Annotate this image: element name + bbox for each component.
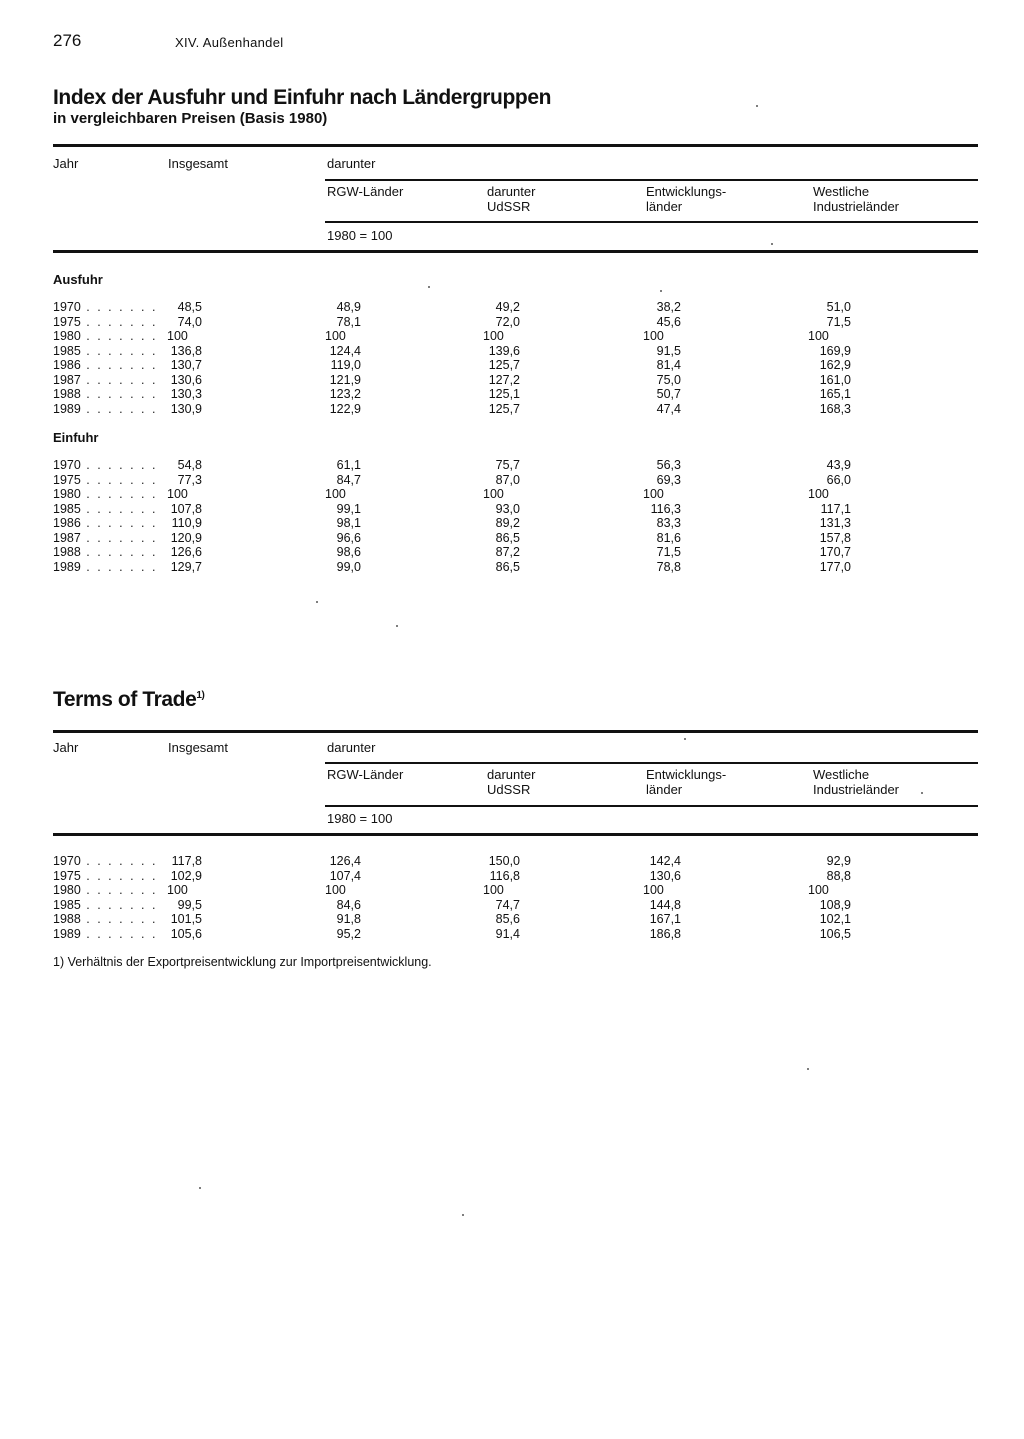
leader-dots: . . . . . . . — [80, 516, 158, 530]
rgw-cell: 121,9 — [329, 372, 361, 387]
scan-speck — [756, 105, 758, 107]
table2-title-text: Terms of Trade — [53, 688, 197, 711]
leader-dots: . . . . . . . — [80, 458, 158, 472]
udssr-cell: 87,0 — [495, 472, 520, 487]
table-row — [53, 329, 913, 344]
udssr-cell: 125,1 — [488, 387, 520, 401]
leader-dots: . . . . . . . — [80, 854, 158, 868]
udssr-cell: 100 — [483, 883, 504, 897]
insgesamt-cell: 99,5 — [177, 897, 202, 912]
table2-basis-label: 1980 = 100 — [327, 811, 393, 826]
entwicklung-cell: 56,3 — [656, 458, 681, 472]
entwicklung-cell: 130,6 — [649, 868, 681, 883]
leader-dots: . . . . . . . — [80, 343, 158, 358]
entwicklung-cell: 78,8 — [656, 559, 681, 574]
entwicklung-cell: 83,3 — [656, 516, 681, 530]
udssr-cell: 139,6 — [488, 343, 520, 358]
year-cell: 1987 — [53, 372, 81, 387]
scan-speck — [199, 1187, 201, 1189]
table1-ausfuhr-rows — [53, 300, 913, 416]
year-cell: 1989 — [53, 926, 81, 941]
table1-title: Index der Ausfuhr und Einfuhr nach Ländergruppen — [53, 86, 552, 109]
table2-header-insgesamt: Insgesamt — [168, 740, 228, 755]
entwicklung-cell: 45,6 — [656, 314, 681, 329]
westlich-cell: 162,9 — [819, 358, 851, 372]
section-label-einfuhr: Einfuhr — [53, 430, 99, 445]
leader-dots: . . . . . . . — [80, 401, 158, 416]
rgw-cell: 98,1 — [336, 516, 361, 530]
table2-header-westlich: Westliche Industrieländer — [813, 767, 899, 797]
year-cell: 1985 — [53, 501, 81, 516]
rgw-cell: 99,1 — [336, 501, 361, 516]
udssr-cell: 87,2 — [495, 545, 520, 559]
footnote-marker: 1) — [196, 690, 205, 701]
scan-speck — [428, 286, 430, 288]
table-row — [53, 854, 913, 869]
insgesamt-cell: 74,0 — [177, 314, 202, 329]
entwicklung-cell: 167,1 — [649, 912, 681, 926]
table-row — [53, 883, 913, 898]
udssr-cell: 72,0 — [495, 314, 520, 329]
table-row — [53, 560, 913, 575]
westlich-cell: 100 — [808, 329, 829, 343]
table-row — [53, 402, 913, 417]
leader-dots: . . . . . . . — [80, 926, 158, 941]
westlich-cell: 170,7 — [819, 545, 851, 559]
insgesamt-cell: 100 — [167, 487, 188, 501]
westlich-cell: 51,0 — [826, 300, 851, 314]
scan-speck — [396, 625, 398, 627]
udssr-cell: 49,2 — [495, 300, 520, 314]
entwicklung-cell: 100 — [643, 329, 664, 343]
rgw-cell: 126,4 — [329, 854, 361, 868]
insgesamt-cell: 102,9 — [170, 868, 202, 883]
westlich-cell: 100 — [808, 487, 829, 501]
year-cell: 1980 — [53, 487, 81, 501]
table1-header-rgw: RGW-Länder — [327, 184, 404, 199]
westlich-cell: 88,8 — [826, 868, 851, 883]
year-cell: 1985 — [53, 343, 81, 358]
udssr-cell: 86,5 — [495, 559, 520, 574]
entwicklung-cell: 38,2 — [656, 300, 681, 314]
udssr-cell: 125,7 — [488, 358, 520, 372]
footnote: 1) Verhältnis der Exportpreisentwicklung zur Importpreisentwicklung. — [53, 955, 432, 969]
insgesamt-cell: 130,3 — [170, 387, 202, 401]
table-row — [53, 473, 913, 488]
table2-basis-rule — [325, 805, 978, 807]
udssr-cell: 100 — [483, 487, 504, 501]
leader-dots: . . . . . . . — [80, 372, 158, 387]
insgesamt-cell: 130,7 — [170, 358, 202, 372]
table-row — [53, 300, 913, 315]
table1-header-bottom-rule — [53, 250, 978, 253]
rgw-cell: 84,6 — [336, 897, 361, 912]
rgw-cell: 48,9 — [336, 300, 361, 314]
table1-header-insgesamt: Insgesamt — [168, 156, 228, 171]
insgesamt-cell: 129,7 — [170, 559, 202, 574]
year-cell: 1986 — [53, 358, 81, 372]
udssr-cell: 75,7 — [495, 458, 520, 472]
rgw-cell: 98,6 — [336, 545, 361, 559]
leader-dots: . . . . . . . — [80, 868, 158, 883]
scan-speck — [807, 1068, 809, 1070]
entwicklung-cell: 71,5 — [656, 545, 681, 559]
year-cell: 1988 — [53, 545, 81, 559]
westlich-cell: 106,5 — [819, 926, 851, 941]
table2-header-rgw: RGW-Länder — [327, 767, 404, 782]
year-cell: 1985 — [53, 897, 81, 912]
westlich-cell: 131,3 — [819, 516, 851, 530]
westlich-cell: 108,9 — [819, 897, 851, 912]
table2-rows — [53, 854, 913, 941]
year-cell: 1970 — [53, 854, 81, 868]
year-cell: 1989 — [53, 401, 81, 416]
entwicklung-cell: 186,8 — [649, 926, 681, 941]
insgesamt-cell: 101,5 — [170, 912, 202, 926]
rgw-cell: 91,8 — [336, 912, 361, 926]
year-cell: 1970 — [53, 300, 81, 314]
leader-dots: . . . . . . . — [80, 387, 158, 401]
insgesamt-cell: 120,9 — [170, 530, 202, 545]
entwicklung-cell: 47,4 — [656, 401, 681, 416]
insgesamt-cell: 105,6 — [170, 926, 202, 941]
rgw-cell: 119,0 — [330, 358, 361, 372]
leader-dots: . . . . . . . — [80, 314, 158, 329]
leader-dots: . . . . . . . — [80, 300, 158, 314]
scan-speck — [462, 1214, 464, 1216]
udssr-cell: 91,4 — [495, 926, 520, 941]
westlich-cell: 71,5 — [826, 314, 851, 329]
rgw-cell: 78,1 — [336, 314, 361, 329]
rgw-cell: 100 — [325, 487, 346, 501]
rgw-cell: 99,0 — [336, 559, 361, 574]
entwicklung-cell: 100 — [643, 487, 664, 501]
rgw-cell: 123,2 — [329, 387, 361, 401]
rgw-cell: 124,4 — [329, 343, 361, 358]
table1-header-udssr: darunter UdSSR — [487, 184, 536, 214]
udssr-cell: 116,8 — [489, 868, 520, 883]
insgesamt-cell: 54,8 — [177, 458, 202, 472]
westlich-cell: 100 — [808, 883, 829, 897]
udssr-cell: 93,0 — [495, 501, 520, 516]
table-row — [53, 516, 913, 531]
insgesamt-cell: 77,3 — [177, 472, 202, 487]
table1-basis-rule — [325, 221, 978, 223]
table-row — [53, 344, 913, 359]
table-row — [53, 358, 913, 373]
table-row — [53, 487, 913, 502]
leader-dots: . . . . . . . — [80, 358, 158, 372]
year-cell: 1970 — [53, 458, 81, 472]
entwicklung-cell: 116,3 — [650, 501, 681, 516]
table-row — [53, 502, 913, 517]
westlich-cell: 43,9 — [826, 458, 851, 472]
leader-dots: . . . . . . . — [80, 883, 158, 897]
table-row — [53, 315, 913, 330]
westlich-cell: 165,1 — [819, 387, 851, 401]
udssr-cell: 89,2 — [495, 516, 520, 530]
year-cell: 1986 — [53, 516, 81, 530]
table-row — [53, 927, 913, 942]
year-cell: 1975 — [53, 314, 81, 329]
year-cell: 1988 — [53, 387, 81, 401]
table1-header-entwicklung: Entwicklungs- länder — [646, 184, 727, 214]
westlich-cell: 102,1 — [819, 912, 851, 926]
table2-header-bottom-rule — [53, 833, 978, 836]
udssr-cell: 86,5 — [495, 530, 520, 545]
entwicklung-cell: 75,0 — [656, 372, 681, 387]
year-cell: 1989 — [53, 559, 81, 574]
insgesamt-cell: 110,9 — [171, 516, 202, 530]
table1-einfuhr-rows — [53, 458, 913, 574]
table1-header-darunter: darunter — [327, 156, 376, 171]
entwicklung-cell: 50,7 — [656, 387, 681, 401]
insgesamt-cell: 100 — [167, 329, 188, 343]
table1-top-rule — [53, 144, 978, 147]
insgesamt-cell: 130,9 — [170, 401, 202, 416]
insgesamt-cell: 136,8 — [170, 343, 202, 358]
entwicklung-cell: 81,4 — [656, 358, 681, 372]
table1-basis-label: 1980 = 100 — [327, 228, 393, 243]
entwicklung-cell: 142,4 — [649, 854, 681, 868]
table-row — [53, 869, 913, 884]
table1-header-jahr: Jahr — [53, 156, 79, 171]
leader-dots: . . . . . . . — [80, 545, 158, 559]
table-row — [53, 912, 913, 927]
table-row — [53, 545, 913, 560]
westlich-cell: 66,0 — [826, 472, 851, 487]
insgesamt-cell: 107,8 — [170, 501, 202, 516]
westlich-cell: 169,9 — [819, 343, 851, 358]
rgw-cell: 100 — [325, 329, 346, 343]
leader-dots: . . . . . . . — [80, 897, 158, 912]
rgw-cell: 61,1 — [336, 458, 361, 472]
chapter-heading: XIV. Außenhandel — [175, 35, 284, 50]
table2-title — [53, 688, 204, 712]
entwicklung-cell: 81,6 — [656, 530, 681, 545]
year-cell: 1988 — [53, 912, 81, 926]
scan-speck — [316, 601, 318, 603]
table2-sub-rule — [325, 762, 978, 764]
westlich-cell: 157,8 — [819, 530, 851, 545]
westlich-cell: 161,0 — [819, 372, 851, 387]
westlich-cell: 92,9 — [826, 854, 851, 868]
table2-header-udssr: darunter UdSSR — [487, 767, 536, 797]
insgesamt-cell: 48,5 — [177, 300, 202, 314]
scan-speck — [771, 243, 773, 245]
table2-header-darunter: darunter — [327, 740, 376, 755]
table2-top-rule — [53, 730, 978, 733]
udssr-cell: 127,2 — [488, 372, 520, 387]
udssr-cell: 74,7 — [495, 897, 520, 912]
leader-dots: . . . . . . . — [80, 501, 158, 516]
insgesamt-cell: 117,8 — [171, 854, 202, 868]
leader-dots: . . . . . . . — [80, 487, 158, 501]
udssr-cell: 150,0 — [488, 854, 520, 868]
udssr-cell: 125,7 — [488, 401, 520, 416]
year-cell: 1987 — [53, 530, 81, 545]
page-number: 276 — [53, 31, 82, 50]
entwicklung-cell: 100 — [643, 883, 664, 897]
table-row — [53, 898, 913, 913]
westlich-cell: 117,1 — [820, 501, 851, 516]
rgw-cell: 96,6 — [336, 530, 361, 545]
table-row — [53, 373, 913, 388]
rgw-cell: 95,2 — [336, 926, 361, 941]
entwicklung-cell: 144,8 — [649, 897, 681, 912]
table-row — [53, 387, 913, 402]
rgw-cell: 84,7 — [336, 472, 361, 487]
leader-dots: . . . . . . . — [80, 559, 158, 574]
entwicklung-cell: 69,3 — [656, 472, 681, 487]
insgesamt-cell: 126,6 — [170, 545, 202, 559]
year-cell: 1975 — [53, 472, 81, 487]
leader-dots: . . . . . . . — [80, 329, 158, 343]
table1-subtitle: in vergleichbaren Preisen (Basis 1980) — [53, 110, 328, 127]
table2-header-jahr: Jahr — [53, 740, 79, 755]
westlich-cell: 168,3 — [819, 401, 851, 416]
table-row — [53, 531, 913, 546]
section-label-ausfuhr: Ausfuhr — [53, 272, 103, 287]
rgw-cell: 100 — [325, 883, 346, 897]
scan-speck — [921, 792, 923, 794]
scan-speck — [660, 290, 662, 292]
year-cell: 1975 — [53, 868, 81, 883]
table1-sub-rule — [325, 179, 978, 181]
year-cell: 1980 — [53, 883, 81, 897]
scan-speck — [684, 738, 686, 740]
table-row — [53, 458, 913, 473]
rgw-cell: 107,4 — [329, 868, 361, 883]
table2-header-entwicklung: Entwicklungs- länder — [646, 767, 727, 797]
year-cell: 1980 — [53, 329, 81, 343]
insgesamt-cell: 130,6 — [170, 372, 202, 387]
table1-header-westlich: Westliche Industrieländer — [813, 184, 899, 214]
westlich-cell: 177,0 — [819, 559, 851, 574]
leader-dots: . . . . . . . — [80, 912, 158, 926]
udssr-cell: 100 — [483, 329, 504, 343]
leader-dots: . . . . . . . — [80, 472, 158, 487]
insgesamt-cell: 100 — [167, 883, 188, 897]
rgw-cell: 122,9 — [329, 401, 361, 416]
udssr-cell: 85,6 — [495, 912, 520, 926]
entwicklung-cell: 91,5 — [656, 343, 681, 358]
leader-dots: . . . . . . . — [80, 530, 158, 545]
